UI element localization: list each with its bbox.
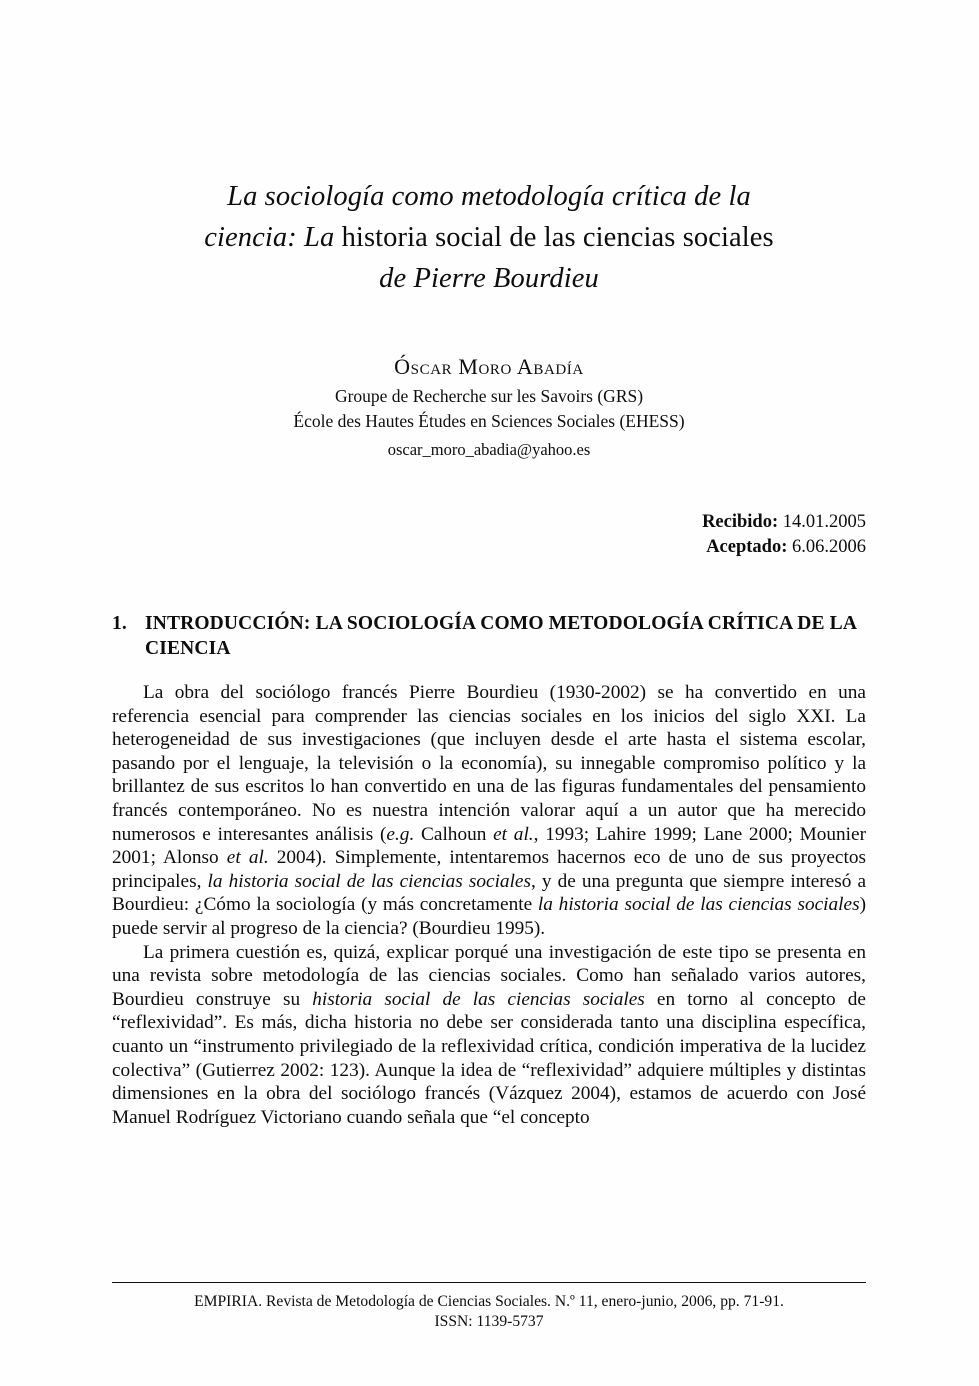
- accepted-date: [112, 535, 866, 560]
- author-affiliation-2: École des Hautes Études en Sciences Sociales (EHESS): [293, 411, 685, 431]
- p1-italic-title-1: la historia social de las ciencias sociales: [207, 870, 531, 892]
- section-heading-text: INTRODUCCIÓN: LA SOCIOLOGÍA COMO METODOLOGÍA CRÍTICA DE LA CIENCIA: [145, 613, 856, 659]
- p1-segment-e: , y de una pregunta que siempre interesó a Bourdieu: ¿Cómo la sociología (y más concretamente: [112, 870, 867, 916]
- p1-italic-etal-2: et al.: [226, 847, 269, 869]
- paragraph-1: [112, 681, 866, 941]
- received-label: Recibido:: [702, 512, 779, 532]
- p1-italic-eg: e.g.: [386, 823, 415, 845]
- title-line-2: [112, 217, 866, 258]
- p1-segment-a: La obra del sociólogo francés Pierre Bourdieu (1930-2002) se ha convertido en una referencia esencial para comprender las ciencias sociales en los inicios del siglo XXI. La heterogeneidad de sus investigaciones (que incluyen desde el arte hasta el sistema escolar, pasando por el lenguaje, la televisión o la economía), su innegable compromiso político y la brillantez de sus escritos lo han convertido en una de las figuras fundamentales del pensamiento francés contemporáneo. No es nuestra intención valorar aquí a un autor que ha merecido numerosos e interesantes análisis (: [112, 682, 866, 845]
- received-date: [112, 510, 866, 535]
- p1-segment-d: 2004). Simplemente, intentaremos hacernos eco de uno de sus proyectos principales,: [112, 847, 866, 892]
- p1-segment-f: ) puede servir al progreso de la ciencia? (Bourdieu 1995).: [112, 894, 866, 939]
- footer-divider: [112, 1282, 866, 1283]
- p1-italic-title-2: la historia social de las ciencias sociales: [537, 894, 860, 916]
- author-affiliation-1: Groupe de Recherche sur les Savoirs (GRS): [334, 386, 644, 406]
- title-line-1: La sociología como metodología crítica de la: [227, 181, 751, 212]
- p1-italic-etal-1: et al.: [493, 823, 534, 845]
- p2-segment-a: La primera cuestión es, quizá, explicar porqué una investigación de este tipo se presenta en una revista sobre metodología de las ciencias sociales. Como han señalado varios autores, Bourdieu construye su: [112, 941, 866, 1010]
- page-content: [112, 0, 866, 1129]
- title-line-2-roman: historia social de las ciencias sociales: [334, 222, 774, 253]
- accepted-label: Aceptado:: [706, 536, 788, 557]
- paragraph-2: [112, 941, 866, 1130]
- p2-segment-b: en torno al concepto de “reflexividad”. Es más, dicha historia no debe ser considerada tanto una disciplina específica, cuanto un “instrumento privilegiado de la reflexividad crítica, condición imperativa de la lucidez colectiva” (Gutierrez 2002: 123). Aunque la idea de “reflexividad” adquiere múltiples y distintas dimensiones en la obra del sociólogo francés (Vázquez 2004), estamos de acuerdo con José Manuel Rodríguez Victoriano cuando señala que “el concepto: [112, 988, 866, 1128]
- title-line-3: de Pierre Bourdieu: [379, 263, 599, 294]
- author-name: Óscar Moro Abadía: [394, 354, 584, 379]
- author-email: oscar_moro_abadia@yahoo.es: [387, 440, 591, 459]
- submission-dates: [112, 510, 866, 559]
- p1-segment-c: , 1993; Lahire 1999; Lane 2000; Mounier 2001; Alonso: [112, 823, 867, 869]
- received-value: 14.01.2005: [778, 512, 866, 532]
- footer-journal-line: EMPIRIA. Revista de Metodología de Ciencias Sociales. N.º 11, enero-junio, 2006, pp. 71-91.: [194, 1293, 784, 1310]
- author-block: [112, 353, 866, 462]
- article-title: [112, 176, 866, 299]
- section-heading: [112, 611, 866, 661]
- footer-issn-line: ISSN: 1139-5737: [434, 1313, 544, 1330]
- section-number: 1.: [112, 613, 127, 634]
- page-footer: [112, 1282, 866, 1332]
- body-text: [112, 681, 866, 1129]
- accepted-value: 6.06.2006: [787, 536, 866, 557]
- p2-italic-title-1: historia social de las ciencias sociales: [312, 988, 645, 1010]
- title-line-2-italic: ciencia: La: [204, 222, 335, 253]
- p1-segment-b: Calhoun: [414, 823, 494, 845]
